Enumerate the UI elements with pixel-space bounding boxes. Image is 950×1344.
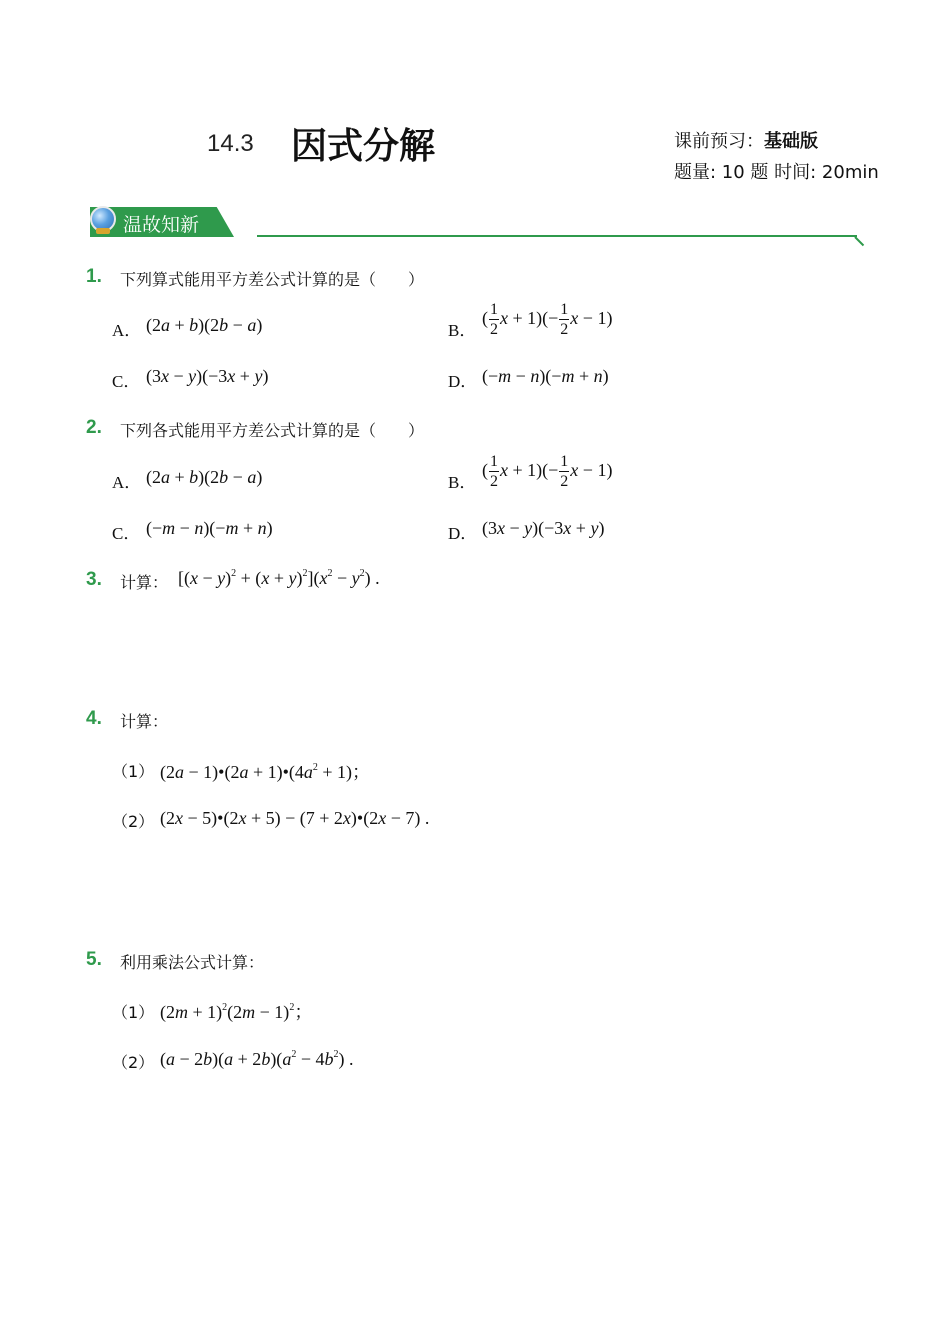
q3-number: 3. xyxy=(86,569,102,590)
q1-option-b: ( $\frac{1}{2}$ x + 1)(− $\frac{1}{2}$ x − 1) xyxy=(482,301,613,338)
meta-edition: 基础版 xyxy=(764,131,818,152)
meta-line-2: 题量: 10 题 时间: 20min xyxy=(674,162,879,183)
q2-text: 下列各式能用平方差公式计算的是（ ） xyxy=(120,421,425,440)
q2-option-a-label: A． xyxy=(112,473,142,492)
banner-label: 温故知新 xyxy=(123,214,200,236)
q5-part-1-expression: $(2m + 1)^2(2m - 1)^2$； xyxy=(160,1002,313,1022)
q5-part-2-label: （2） xyxy=(112,1053,155,1072)
meta-line-1 xyxy=(674,127,818,153)
q1-option-a: (2a + b)(2b − a) xyxy=(146,315,263,335)
q5-part-2-expression: $(a - 2b)(a + 2b)(a^2 - 4b^2)$ . xyxy=(160,1049,354,1069)
q1-text: 下列算式能用平方差公式计算的是（ ） xyxy=(120,270,425,289)
q5-part-1-label: （1） xyxy=(112,1003,155,1022)
q4-part-2-expression: (2x − 5)•(2x + 5) − (7 + 2x)•(2x − 7) . xyxy=(160,808,430,828)
q4-part-1-label: （1） xyxy=(112,762,155,781)
banner-rule xyxy=(257,235,857,237)
q1-option-a-label: A． xyxy=(112,321,142,340)
q1-option-c: (3x − y)(−3x + y) xyxy=(146,366,269,386)
q2-option-b: ( $\frac{1}{2}$ x + 1)(− $\frac{1}{2}$ x − 1) xyxy=(482,453,613,490)
section-title: 因式分解 xyxy=(291,126,436,167)
q1-option-c-label: C． xyxy=(112,372,141,391)
q4-part-1-expression: (2a − 1)•(2a + $1)•(4a^2 + 1)$； xyxy=(160,762,371,782)
q3-expression: $[(x - y)^2 + (x + y)^2](x^2 - y^2)$ . xyxy=(178,568,380,588)
banner-rule-tail xyxy=(854,236,864,246)
q1-option-d-label: D． xyxy=(448,372,478,391)
q2-option-a: (2a + b)(2b − a) xyxy=(146,467,263,487)
q2-option-c-label: C． xyxy=(112,524,141,543)
q2-number: 2. xyxy=(86,417,102,438)
q2-option-d-label: D． xyxy=(448,524,478,543)
q2-option-b-label: B． xyxy=(448,473,477,492)
q4-part-2-label: （2） xyxy=(112,812,155,831)
section-number: 14.3 xyxy=(207,130,254,157)
q2-option-d: (3x − y)(−3x + y) xyxy=(482,518,605,538)
q4-number: 4. xyxy=(86,708,102,729)
q1-number: 1. xyxy=(86,266,102,287)
q4-text: 计算： xyxy=(120,712,169,731)
q3-text: 计算： xyxy=(120,573,169,592)
meta-prefix: 课前预习： xyxy=(674,131,764,152)
q1-option-b-label: B． xyxy=(448,321,477,340)
q1-option-d: (−m − n)(−m + n) xyxy=(482,366,609,386)
q5-text: 利用乘法公式计算： xyxy=(120,953,265,972)
q2-option-c: (−m − n)(−m + n) xyxy=(146,518,273,538)
q5-number: 5. xyxy=(86,949,102,970)
globe-stand-icon xyxy=(96,228,110,234)
